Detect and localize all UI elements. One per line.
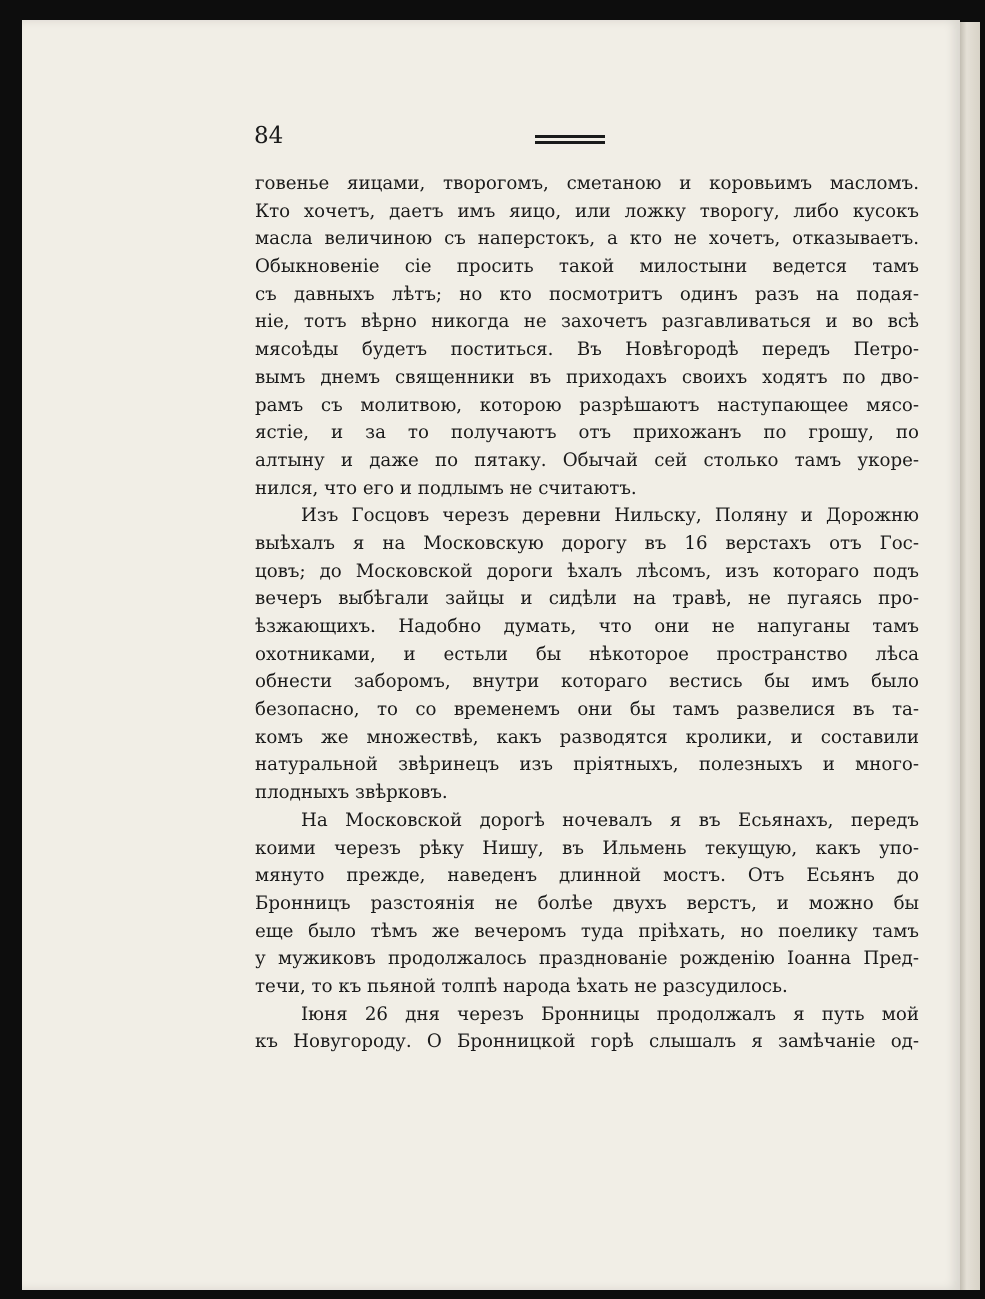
text-line: охотниками, и естьли бы нѣкоторое пространство лѣса (255, 643, 919, 665)
text-line: цовъ; до Московской дороги ѣхалъ лѣсомъ, изъ котораго подъ (255, 560, 919, 582)
page-number: 84 (254, 123, 284, 149)
text-line: у мужиковъ продолжалось празднованіе рожденію Іоанна Пред- (255, 948, 919, 970)
paragraph (255, 502, 919, 807)
text-line: ніе, тотъ вѣрно никогда не захочетъ разгавливаться и во всѣ (255, 311, 919, 333)
text-line: мясоѣды будетъ поститься. Въ Новѣгородѣ передъ Петро- (255, 339, 919, 361)
text-line: алтыну и даже по пятаку. Обычай сей столько тамъ укоре- (255, 449, 919, 471)
paragraph (255, 170, 919, 502)
body-text (255, 170, 919, 1056)
text-line: съ давныхъ лѣтъ; но кто посмотритъ одинъ разъ на подая- (255, 283, 919, 305)
text-line: Изъ Госцовъ черезъ деревни Нильску, Поляну и Дорожню (301, 505, 919, 527)
text-line: выѣхалъ я на Московскую дорогу въ 16 верстахъ отъ Гос- (255, 532, 919, 554)
text-line: Бронницъ разстоянія не болѣе двухъ верстъ, и можно бы (255, 892, 919, 914)
text-line: мянуто прежде, наведенъ длинной мостъ. Отъ Есьянъ до (255, 865, 919, 887)
text-line: Обыкновеніе сіе просить такой милостыни ведется тамъ (255, 256, 919, 278)
text-line: говенье яицами, творогомъ, сметаною и коровьимъ масломъ. (255, 173, 919, 194)
text-line: плодныхъ звѣрковъ. (255, 782, 448, 804)
text-line: натуральной звѣринецъ изъ пріятныхъ, полезныхъ и много- (255, 754, 919, 776)
text-line: течи, то къ пьяной толпѣ народа ѣхать не разсудилось. (255, 975, 788, 997)
text-line: ястіе, и за то получаютъ отъ прихожанъ по грошу, по (255, 422, 919, 444)
text-line: Кто хочетъ, даетъ имъ яицо, или ложку творогу, либо кусокъ (255, 200, 919, 222)
paragraph (255, 1001, 919, 1056)
next-page-edge (958, 22, 980, 1290)
text-line: къ Новугороду. О Бронницкой горѣ слышалъ я замѣчаніе од- (255, 1031, 919, 1053)
text-line: На Московской дорогѣ ночевалъ я въ Есьянахъ, передъ (301, 809, 919, 831)
paragraph (255, 807, 919, 1001)
text-line: вечеръ выбѣгали зайцы и сидѣли на травѣ, не пугаясь про- (255, 588, 919, 610)
text-line: ѣзжающихъ. Надобно думать, что они не напуганы тамъ (255, 616, 919, 637)
text-line: рамъ съ молитвою, которою разрѣшаютъ наступающее мясо- (255, 394, 919, 416)
text-line: масла величиною съ наперстокъ, а кто не хочетъ, отказываетъ. (255, 228, 919, 250)
text-line: Іюня 26 дня черезъ Бронницы продолжалъ я путь мой (301, 1003, 919, 1025)
text-line: еще было тѣмъ же вечеромъ туда пріѣхать, но поелику тамъ (255, 920, 919, 942)
text-line: комъ же множествѣ, какъ разводятся кролики, и составили (255, 726, 919, 748)
text-line: безопасно, то со временемъ они бы тамъ развелися въ та- (255, 699, 919, 721)
text-line: нился, что его и подлымъ не считаютъ. (255, 477, 637, 499)
text-line: обнести заборомъ, внутри котораго вестись бы имъ было (255, 671, 919, 693)
header-ornament-rule (535, 135, 605, 147)
text-line: вымъ днемъ священники въ приходахъ своихъ ходятъ по дво- (255, 366, 919, 388)
text-line: коими черезъ рѣку Нишу, въ Ильмень текущую, какъ упо- (255, 837, 919, 859)
